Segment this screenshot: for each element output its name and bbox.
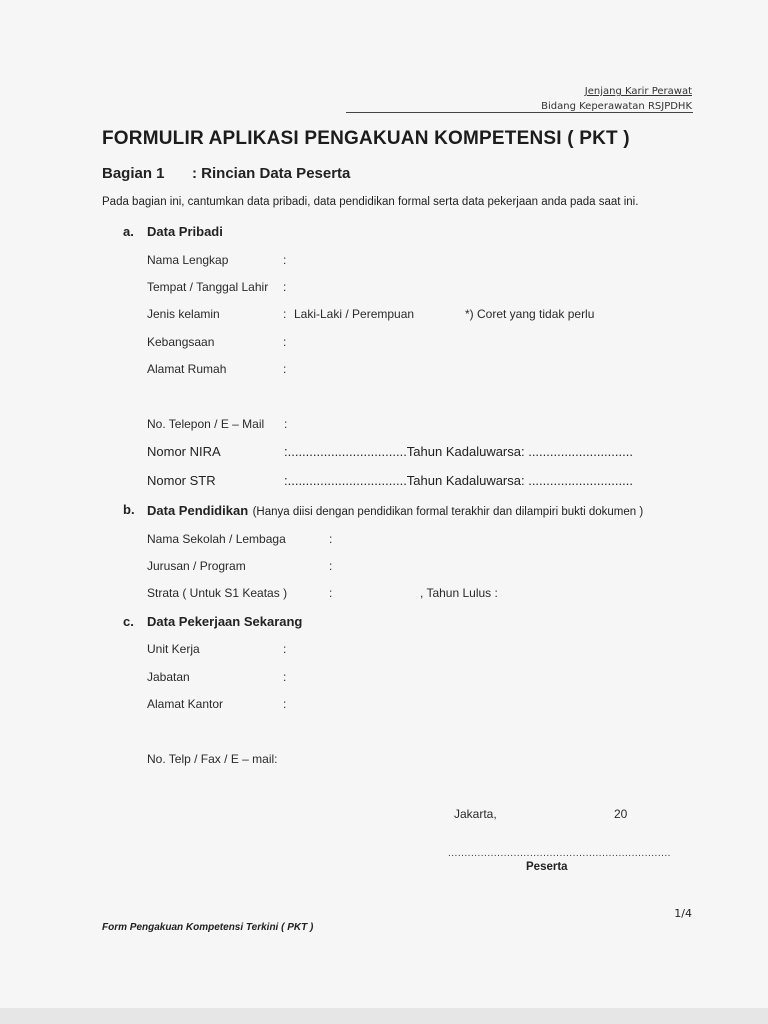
field-nama-colon: : [283, 253, 287, 267]
header-rule [346, 112, 693, 113]
footer-form-name: Form Pengakuan Kompetensi Terkini ( PKT ) [102, 922, 314, 933]
section-c-letter: c. [123, 614, 134, 629]
field-work-unit-colon: : [283, 642, 287, 656]
field-nationality-label: Kebangsaan [147, 335, 215, 349]
signature-year: 20 [614, 807, 628, 821]
field-ttl-label: Tempat / Tanggal Lahir [147, 280, 269, 294]
field-office-address-colon: : [283, 697, 287, 711]
field-school-label: Nama Sekolah / Lembaga [147, 532, 286, 546]
signature-name: Peserta [526, 861, 568, 873]
field-gender-options: Laki-Laki / Perempuan [294, 307, 415, 321]
field-gender-note: *) Coret yang tidak perlu [465, 307, 595, 321]
field-home-address-label: Alamat Rumah [147, 362, 227, 376]
field-nama-label: Nama Lengkap [147, 253, 229, 267]
field-school-colon: : [329, 532, 333, 546]
field-nationality-colon: : [283, 335, 287, 349]
part-title: : Rincian Data Peserta [192, 165, 351, 182]
header-department: Bidang Keperawatan RSJPDHK [541, 101, 692, 112]
field-office-address-label: Alamat Kantor [147, 697, 224, 711]
field-degree-colon: : [329, 586, 333, 600]
part-number: Bagian 1 [102, 165, 165, 182]
field-degree-label: Strata ( Untuk S1 Keatas ) [147, 586, 288, 600]
section-a-title: Data Pribadi [147, 224, 223, 239]
field-position-colon: : [283, 670, 287, 684]
signature-city: Jakarta, [454, 807, 497, 821]
header-program: Jenjang Karir Perawat [584, 86, 692, 97]
field-phone-email-colon: : [284, 417, 288, 431]
field-major-colon: : [329, 559, 333, 573]
intro-text: Pada bagian ini, cantumkan data pribadi, data pendidikan formal serta data pekerjaan anda pada saat ini. [102, 196, 639, 208]
section-b-note: (Hanya diisi dengan pendidikan formal terakhir dan dilampiri bukti dokumen ) [252, 506, 644, 518]
field-gender-label: Jenis kelamin [147, 307, 220, 321]
field-graduation-year-label: , Tahun Lulus : [420, 586, 498, 600]
field-work-unit-label: Unit Kerja [147, 642, 200, 656]
section-b-heading [147, 502, 643, 520]
field-str-label: Nomor STR [147, 473, 216, 488]
scan-bottom-edge [0, 1008, 768, 1024]
field-home-address-colon: : [283, 362, 287, 376]
field-office-contact-label: No. Telp / Fax / E – mail: [147, 752, 278, 766]
field-major-label: Jurusan / Program [147, 559, 246, 573]
signature-line: .................................................................... [448, 848, 671, 859]
field-nira-value: :.................................Tahun Kadaluwarsa: ............................. [284, 444, 633, 459]
section-b-letter: b. [123, 502, 135, 517]
field-position-label: Jabatan [147, 670, 190, 684]
section-a-letter: a. [123, 224, 134, 239]
field-gender-colon: : [283, 307, 287, 321]
section-c-title: Data Pekerjaan Sekarang [147, 614, 303, 629]
section-b-title: Data Pendidikan [147, 503, 249, 518]
field-str-value: :.................................Tahun Kadaluwarsa: ............................. [284, 473, 633, 488]
form-title: FORMULIR APLIKASI PENGAKUAN KOMPETENSI ( PKT ) [102, 128, 630, 149]
field-nira-label: Nomor NIRA [147, 444, 221, 459]
page-number: 1/4 [674, 907, 692, 920]
field-phone-email-label: No. Telepon / E – Mail [147, 417, 265, 431]
field-ttl-colon: : [283, 280, 287, 294]
